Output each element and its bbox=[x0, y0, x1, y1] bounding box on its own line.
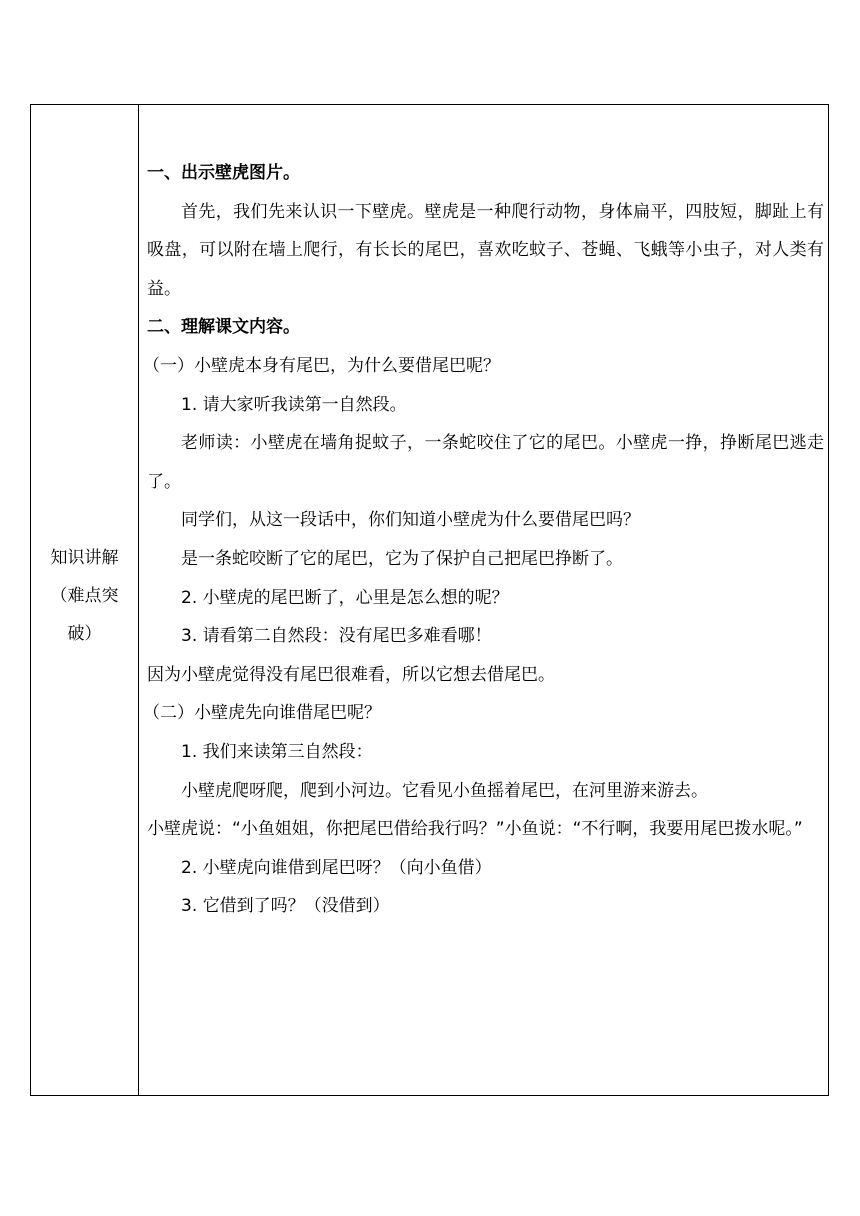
heading-show-gecko-picture: 一、出示壁虎图片。 bbox=[147, 163, 300, 183]
content-cell bbox=[139, 105, 828, 1095]
subheading-why-borrow-tail: （一）小壁虎本身有尾巴，为什么要借尾巴呢？ bbox=[143, 355, 500, 376]
subheading-who-first: （二）小壁虎先向谁借尾巴呢？ bbox=[143, 703, 381, 724]
section-label-line-2: （难点突 bbox=[50, 586, 119, 606]
paragraph-answer-snake: 是一条蛇咬断了它的尾巴，它为了保护自己把尾巴挣断了。 bbox=[181, 548, 623, 569]
paragraph-teacher-reads: 老师读：小壁虎在墙角捉蚊子，一条蛇咬住了它的尾巴。小壁虎一挣，挣断尾巴逃走了。 bbox=[147, 433, 824, 492]
section-label-line-3: 破） bbox=[67, 624, 102, 644]
item-second-paragraph: 3. 请看第二自然段：没有尾巴多难看哪！ bbox=[181, 626, 492, 647]
item-read-third-paragraph: 1. 我们来读第三自然段： bbox=[181, 741, 373, 762]
paragraph-gecko-intro: 首先，我们先来认识一下壁虎。壁虎是一种爬行动物，身体扁平，四肢短，脚趾上有吸盘，可以附在墙上爬行，有长长的尾巴，喜欢吃蚊子、苍蝇、飞蛾等小虫子，对人类有益。 bbox=[147, 201, 824, 299]
item-what-gecko-thinks: 2. 小壁虎的尾巴断了，心里是怎么想的呢？ bbox=[181, 587, 509, 608]
item-who-borrowed: 2. 小壁虎向谁借到尾巴呀？（向小鱼借） bbox=[181, 857, 492, 878]
lesson-content bbox=[143, 154, 824, 926]
paragraph-question-why: 同学们，从这一段话中，你们知道小壁虎为什么要借尾巴吗？ bbox=[181, 510, 640, 531]
left-label-cell bbox=[31, 105, 139, 1095]
paragraph-river-fish: 小壁虎爬呀爬，爬到小河边。它看见小鱼摇着尾巴，在河里游来游去。 bbox=[181, 780, 708, 801]
item-read-first-paragraph: 1. 请大家听我读第一自然段。 bbox=[181, 394, 407, 415]
heading-understand-text: 二、理解课文内容。 bbox=[147, 317, 300, 338]
section-label-line-1: 知识讲解 bbox=[50, 548, 119, 568]
item-did-borrow: 3. 它借到了吗？（没借到） bbox=[181, 896, 390, 917]
paragraph-dialogue-fish: 小壁虎说：“小鱼姐姐，你把尾巴借给我行吗？”小鱼说：“不行啊，我要用尾巴拨水呢。” bbox=[147, 819, 803, 840]
section-label bbox=[31, 539, 138, 653]
paragraph-reason-borrow: 因为小壁虎觉得没有尾巴很难看，所以它想去借尾巴。 bbox=[147, 664, 555, 685]
lesson-table bbox=[30, 104, 829, 1096]
